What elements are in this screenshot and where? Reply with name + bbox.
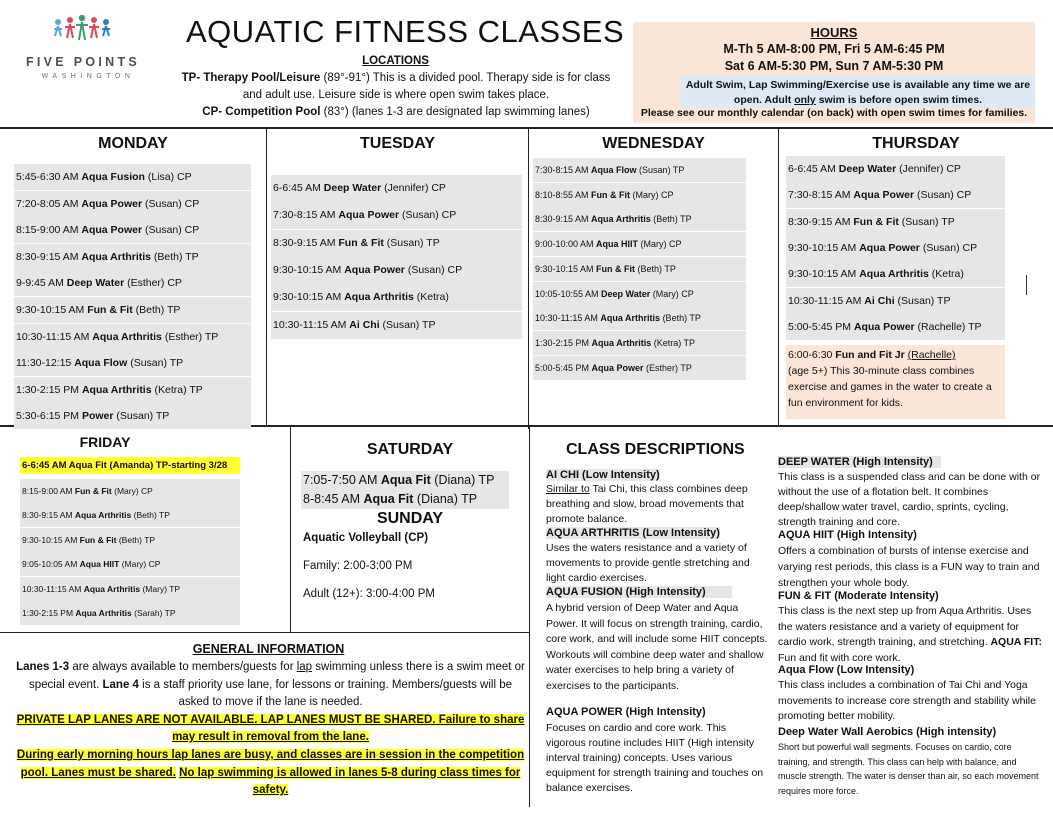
item-info: (Beth) TP xyxy=(131,510,170,521)
item-info: (Ketra) TP xyxy=(151,383,203,396)
lane-4: Lane 4 xyxy=(102,678,139,691)
item-time: 8:30-9:15 AM xyxy=(273,236,339,249)
jr-desc: (age 5+) This 30-minute class combines exercise and games in the water to create a fun environment for kids. xyxy=(788,365,992,409)
monday-title: MONDAY xyxy=(98,135,168,152)
schedule-item xyxy=(786,261,1005,287)
ai-chi-desc xyxy=(546,482,768,527)
item-info: (Susan) TP xyxy=(894,294,951,307)
schedule-item xyxy=(786,235,1005,261)
item-time: 10:30-11:15 AM xyxy=(22,583,84,594)
item-time: 8:30-9:15 AM xyxy=(788,215,854,228)
item-class: Fun & Fit xyxy=(338,236,384,249)
schedule-item xyxy=(14,350,251,376)
gen-text: swimming unless there is a swim meet or special event. xyxy=(28,661,525,691)
schedule-item xyxy=(14,270,251,296)
item-class: Deep Water xyxy=(838,163,897,175)
item-class: Aqua Arthritis xyxy=(344,291,414,304)
item-class: Fun & Fit xyxy=(596,263,636,274)
item-time: 1:30-2:15 PM xyxy=(535,337,592,348)
divider xyxy=(528,129,529,429)
adult-text-b: swim is before open swim times. xyxy=(815,94,983,106)
item-info: (Susan) TP xyxy=(898,215,955,228)
item-time: 7:30-8:15 AM xyxy=(535,165,592,175)
schedule-item xyxy=(14,297,251,323)
item-info: (Susan) CP xyxy=(399,209,457,222)
schedule-item xyxy=(786,288,1005,314)
hours-weekend: Sat 6 AM-5:30 PM, Sun 7 AM-5:30 PM xyxy=(724,59,944,73)
item-info: (Mary) CP xyxy=(650,288,694,299)
divider xyxy=(266,129,267,425)
item-info: (Diana) TP xyxy=(413,492,478,506)
fun-fit-jr-item xyxy=(786,345,1005,419)
hours-box xyxy=(633,22,1035,123)
item-class: Aqua Fit xyxy=(380,473,431,487)
locations-box xyxy=(168,52,623,123)
divider xyxy=(529,427,530,807)
item-time: 7:20-8:05 AM xyxy=(16,197,82,210)
aqua-fit-label: AQUA FIT: xyxy=(990,636,1042,648)
item-time: 10:30-11:15 AM xyxy=(535,313,601,324)
aqua-hiit-heading: AQUA HIIT (High Intensity) xyxy=(778,529,917,541)
schedule-item xyxy=(786,182,1005,208)
item-info: (Beth) TP xyxy=(116,534,156,545)
item-class: Aqua Power xyxy=(591,362,644,373)
aqua-power-desc: Focuses on cardio and core work. This vigorous routine includes HIIT (High intensity interval training) concepts. Uses various equipment for strength training and touches on balance exercises. xyxy=(546,722,764,794)
schedule-item xyxy=(271,202,522,229)
schedule-item xyxy=(786,314,1005,340)
item-class: Fun & Fit xyxy=(591,189,631,200)
general-info-heading: GENERAL INFORMATION xyxy=(192,642,345,656)
item-time: 6-6:45 AM xyxy=(788,163,839,175)
item-class: Fun & Fit xyxy=(87,304,133,316)
aqua-fit-text: Fun and fit with core work. xyxy=(778,651,901,664)
tuesday-title: TUESDAY xyxy=(360,135,435,152)
aqua-fusion-desc: A hybrid version of Deep Water and Aqua Power. It will focus on strength training, cardio, core work, and will include some HIIT concepts. Workouts will combine deep water and shallow water exercises to help bring a variety of exercises to the participants. xyxy=(546,602,768,692)
item-time: 1:30-2:15 PM xyxy=(16,383,82,396)
schedule-item xyxy=(271,284,522,311)
schedule-item xyxy=(14,324,251,350)
item-class: Fun & Fit xyxy=(74,486,112,496)
schedule-item xyxy=(20,479,240,503)
item-info: (Sarah) TP xyxy=(131,608,176,618)
item-time: 9:05-10:05 AM xyxy=(22,559,80,570)
item-info: (Susan) TP xyxy=(127,357,184,370)
item-class: Deep Water xyxy=(323,182,382,194)
gen-text: is a staff priority use lane, for lessons or training. Members/guests will be asked to move if the lane is needed. xyxy=(138,678,512,709)
item-time: 9:30-10:15 AM xyxy=(16,304,88,316)
item-time: 9-9:45 AM xyxy=(16,277,67,290)
item-time: 10:30-11:15 AM xyxy=(273,318,350,331)
item-info: (Beth) TP xyxy=(132,304,181,316)
schedule-item xyxy=(14,191,251,217)
fun-fit-heading: FUN & FIT (Moderate Intensity) xyxy=(778,590,939,602)
schedule-item xyxy=(20,577,240,601)
sunday-family: Family: 2:00-3:00 PM xyxy=(303,560,413,572)
fun-fit-text: This class is the next step up from Aqua Arthritis. Uses the waters resistance and a variety of equipment for cardio work, strength training, and stretching. xyxy=(778,605,1032,648)
schedule-item xyxy=(533,257,746,281)
item-info: (Mary) CP xyxy=(119,559,161,570)
jr-time: 6:00-6:30 xyxy=(788,349,833,361)
schedule-item xyxy=(786,156,1005,182)
item-info: (Susan) CP xyxy=(142,197,200,210)
item-time: 8:30-9:15 AM xyxy=(16,250,82,263)
item-time: 7:05-7:50 AM xyxy=(303,473,381,487)
hours-weekday: M-Th 5 AM-8:00 PM, Fri 5 AM-6:45 PM xyxy=(723,42,945,56)
item-info: (Susan) TP xyxy=(113,410,170,423)
schedule-item xyxy=(14,217,251,243)
item-class: Power xyxy=(81,410,114,423)
item-time: 7:30-8:15 AM xyxy=(788,189,854,202)
item-time: 10:30-11:15 AM xyxy=(788,294,865,307)
sunday-title: SUNDAY xyxy=(376,510,444,527)
item-class: Aqua Power xyxy=(81,224,143,237)
item-info: (Ketra) xyxy=(413,291,449,304)
schedule-item xyxy=(533,282,746,306)
locations-therapy: TP- Therapy Pool/Leisure (89°-91°) This is a divided pool. Therapy side is for class and adult use. Leisure side is where open swim takes place. xyxy=(181,72,611,101)
warning-lanes-5-8: No lap swimming is allowed in lanes 5-8 during class times for safety. xyxy=(179,766,521,797)
item-class: Aqua Fit xyxy=(363,492,414,506)
adult-text-a: Adult Swim, Lap Swimming/Exercise use is available any time we are open. Adult xyxy=(685,79,1031,106)
item-class: Ai Chi xyxy=(349,318,380,331)
aqua-arthritis-heading: AQUA ARTHRITIS (Low Intensity) xyxy=(546,527,720,539)
lanes-1-3: Lanes 1-3 xyxy=(16,661,70,673)
schedule-item xyxy=(14,244,251,270)
item-time: 6-6:45 AM xyxy=(273,182,324,194)
deep-water-heading: DEEP WATER (High Intensity) xyxy=(778,456,941,468)
schedule-item xyxy=(20,528,240,552)
warning-private-lanes: PRIVATE LAP LANES ARE NOT AVAILABLE. LAP LANES MUST BE SHARED. Failure to share may result in removal from the lane. xyxy=(16,713,525,744)
warning-early-morning: During early morning hours lap lanes are busy, and classes are in session in the competition pool. Lanes must be shared. xyxy=(16,748,525,779)
schedule-item xyxy=(533,306,746,330)
item-info: (Jennifer) CP xyxy=(896,163,961,175)
item-class: Aqua Arthritis xyxy=(600,313,661,324)
aqua-power-heading: AQUA POWER (High Intensity) xyxy=(546,706,706,718)
friday-title: FRIDAY xyxy=(79,434,131,450)
schedule-item xyxy=(20,503,240,527)
item-info: (Susan) TP xyxy=(383,236,440,249)
schedule-item xyxy=(301,471,509,490)
item-info: (Susan) CP xyxy=(914,189,972,202)
item-class: Aqua Arthritis xyxy=(81,383,152,396)
item-class: Deep Water xyxy=(66,277,125,290)
item-info: (Susan) CP xyxy=(919,241,978,254)
page-title: AQUATIC FITNESS CLASSES xyxy=(186,14,625,49)
thursday-title: THURSDAY xyxy=(872,135,960,152)
adult-only-text: only xyxy=(794,94,816,106)
item-time: 10:30-11:15 AM xyxy=(16,330,93,343)
item-class: Aqua Arthritis xyxy=(859,268,929,281)
item-time: 8:10-8:55 AM xyxy=(535,189,592,200)
item-info: (Esther) TP xyxy=(643,362,692,373)
deep-water-desc: This class is a suspended class and can be done with or without the use of a flotation belt. It combines deep/shallow water travel, cardio, sprints, cycling, strength training and core. xyxy=(778,471,1041,528)
schedule-item xyxy=(20,601,240,625)
item-class: Aqua Power xyxy=(853,320,915,333)
item-time: 7:30-8:15 AM xyxy=(273,209,339,222)
item-class: Aqua Fusion xyxy=(81,171,145,183)
item-class: Fun & Fit xyxy=(79,534,117,545)
schedule-item xyxy=(271,230,522,257)
item-info: (Susan) CP xyxy=(142,224,200,237)
item-class: Aqua Arthritis xyxy=(92,330,162,343)
jr-class: Fun and Fit Jr xyxy=(835,349,905,361)
schedule-item xyxy=(14,164,251,190)
item-class: Aqua Power xyxy=(338,209,400,222)
item-class: Aqua Arthritis xyxy=(74,510,132,521)
item-info: (Mary) CP xyxy=(638,239,682,250)
item-time: 5:00-5:45 PM xyxy=(535,362,592,373)
item-info: (Esther) TP xyxy=(161,330,219,343)
gen-lap: lap xyxy=(296,661,313,673)
item-class: Aqua HIIT xyxy=(596,239,639,250)
schedule-item xyxy=(14,403,251,429)
item-class: Aqua Power xyxy=(859,241,920,254)
item-time: 1:30-2:15 PM xyxy=(22,608,76,618)
item-info: (Susan) CP xyxy=(404,263,463,276)
jr-instructor: (Rachelle) xyxy=(907,349,956,361)
item-class: Aqua Arthritis xyxy=(83,583,141,594)
logo-region: WASHINGTON xyxy=(41,73,135,80)
item-class: Aqua Flow xyxy=(591,165,637,175)
schedule-item xyxy=(533,331,746,355)
schedule-item xyxy=(271,175,522,202)
item-class: Aqua Power xyxy=(81,197,143,210)
item-info: (Beth) TP xyxy=(635,263,676,274)
aqua-hiit-desc: Offers a combination of bursts of intense exercise and varying rest periods, this class is a FUN way to train and strengthen your whole body. xyxy=(778,545,1040,589)
item-info: (Ketra) xyxy=(928,268,964,281)
item-info: (Lisa) CP xyxy=(144,171,192,183)
ai-chi-text: Tai Chi, this class combines deep breathing and slow, broad movements that promote balance. xyxy=(546,483,748,525)
schedule-item xyxy=(271,257,522,284)
logo-name: FIVE POINTS xyxy=(25,55,141,69)
wednesday-title: WEDNESDAY xyxy=(602,135,705,152)
item-time: 8:30-9:15 AM xyxy=(22,510,75,521)
schedule-item xyxy=(533,183,746,207)
item-class: Aqua Power xyxy=(853,189,915,202)
item-class: Aqua Arthritis xyxy=(591,337,652,348)
fun-fit-desc xyxy=(778,604,1048,666)
aqua-arthritis-desc: Uses the waters resistance and a variety of movements to provide gentle stretching and light cardio exercises. xyxy=(546,542,750,584)
item-time: 10:05-10:55 AM xyxy=(535,288,602,299)
item-time: 11:30-12:15 xyxy=(16,357,75,370)
schedule-item xyxy=(271,312,522,339)
item-info: (Diana) TP xyxy=(430,473,495,487)
item-time: 9:30-10:15 AM xyxy=(788,268,860,281)
wall-aerobics-heading: Deep Water Wall Aerobics (High intensity) xyxy=(778,726,997,738)
schedule-item xyxy=(20,552,240,576)
item-info: (Beth) TP xyxy=(151,250,199,263)
item-time: 9:30-10:15 AM xyxy=(788,241,860,254)
therapy-text: (89°-91°) This is a divided pool. Therapy side is for class and adult use. Leisure side is where open swim takes place. xyxy=(242,72,611,101)
hours-adult-swim xyxy=(681,76,1035,108)
item-class: Aqua Power xyxy=(344,263,405,276)
item-class: Aqua Arthritis xyxy=(81,250,151,263)
schedule-item xyxy=(533,356,746,380)
item-time: 8:15-9:00 AM xyxy=(22,486,75,496)
item-time: 5:00-5:45 PM xyxy=(788,320,854,333)
item-class: Aqua Arthritis xyxy=(75,608,132,618)
item-time: 5:30-6:15 PM xyxy=(16,410,82,423)
friday-new-class: 6-6:45 AM Aqua Fit (Amanda) TP-starting 3/28 xyxy=(20,457,240,474)
item-class: Deep Water xyxy=(601,288,651,299)
item-class: Aqua Flow xyxy=(74,357,128,370)
saturday-title: SATURDAY xyxy=(366,441,454,458)
item-class: Aqua Arthritis xyxy=(591,214,651,225)
item-info: (Beth) TP xyxy=(660,313,701,324)
hours-note: Please see our monthly calendar (on back) with open swim times for families. xyxy=(640,107,1028,119)
ai-chi-heading: AI CHI (Low Intensity) xyxy=(546,469,660,481)
locations-heading: LOCATIONS xyxy=(362,55,429,67)
ai-chi-lead: Similar to xyxy=(546,483,590,495)
aqua-flow-desc: This class includes a combination of Tai Chi and Yoga movements to increase core strength and stability while promoting better mobility. xyxy=(778,679,1036,722)
hours-heading: HOURS xyxy=(810,25,858,40)
item-time: 9:30-10:15 AM xyxy=(273,263,345,276)
class-descriptions-heading: CLASS DESCRIPTIONS xyxy=(566,441,745,458)
item-info: (Susan) TP xyxy=(636,165,685,175)
schedule-item xyxy=(786,209,1005,235)
item-time: 5:45-6:30 AM xyxy=(16,171,82,183)
item-class: Aqua HIIT xyxy=(79,559,120,570)
item-info: (Rachelle) TP xyxy=(914,320,982,333)
item-class: Fun & Fit xyxy=(853,215,899,228)
item-time: 8:15-9:00 AM xyxy=(16,224,82,237)
five-points-logo-icon xyxy=(52,12,112,46)
schedule-item xyxy=(14,377,251,403)
divider xyxy=(778,129,779,425)
item-info: (Beth) TP xyxy=(650,214,692,225)
schedule-item xyxy=(533,158,746,182)
sunday-adult: Adult (12+): 3:00-4:00 PM xyxy=(303,588,436,600)
aqua-fusion-heading: AQUA FUSION (High Intensity) xyxy=(546,586,732,598)
item-info: (Mary) CP xyxy=(111,486,153,496)
sunday-activity: Aquatic Volleyball (CP) xyxy=(303,532,429,544)
item-info: (Mary) CP xyxy=(630,189,674,200)
item-info: (Mary) TP xyxy=(140,583,181,594)
gen-text: are always available to members/guests for xyxy=(69,661,297,673)
aqua-flow-heading: Aqua Flow (Low Intensity) xyxy=(778,664,915,676)
schedule-item xyxy=(533,207,746,231)
item-time: 9:00-10:00 AM xyxy=(535,239,597,250)
item-info: (Jennifer) CP xyxy=(381,182,446,194)
item-time: 8-8:45 AM xyxy=(303,492,364,506)
general-info-body xyxy=(14,659,527,800)
wall-aerobics-desc: Short but powerful wall segments. Focuses on cardio, core training, and strength. This class can help with balance, and muscle strength. The water is denser than air, so each movement requires more force. xyxy=(778,742,1039,796)
item-time: 9:30-10:15 AM xyxy=(273,291,345,304)
competition-label: CP- Competition Pool xyxy=(202,106,321,118)
item-info: (Ketra) TP xyxy=(651,337,696,348)
schedule-item xyxy=(301,490,509,509)
locations-competition: CP- Competition Pool (83°) (lanes 1-3 are designated lap swimming lanes) xyxy=(202,106,590,118)
text-cursor xyxy=(1026,275,1027,295)
item-time: 9:30-10:15 AM xyxy=(535,263,597,274)
divider xyxy=(0,632,529,633)
schedule-item xyxy=(533,232,746,256)
item-time: 8:30-9:15 AM xyxy=(535,214,592,225)
item-class: Ai Chi xyxy=(864,294,895,307)
item-info: (Esther) CP xyxy=(124,277,182,290)
divider xyxy=(0,127,1053,129)
item-time: 9:30-10:15 AM xyxy=(22,534,80,545)
item-info: (Susan) TP xyxy=(379,318,436,331)
